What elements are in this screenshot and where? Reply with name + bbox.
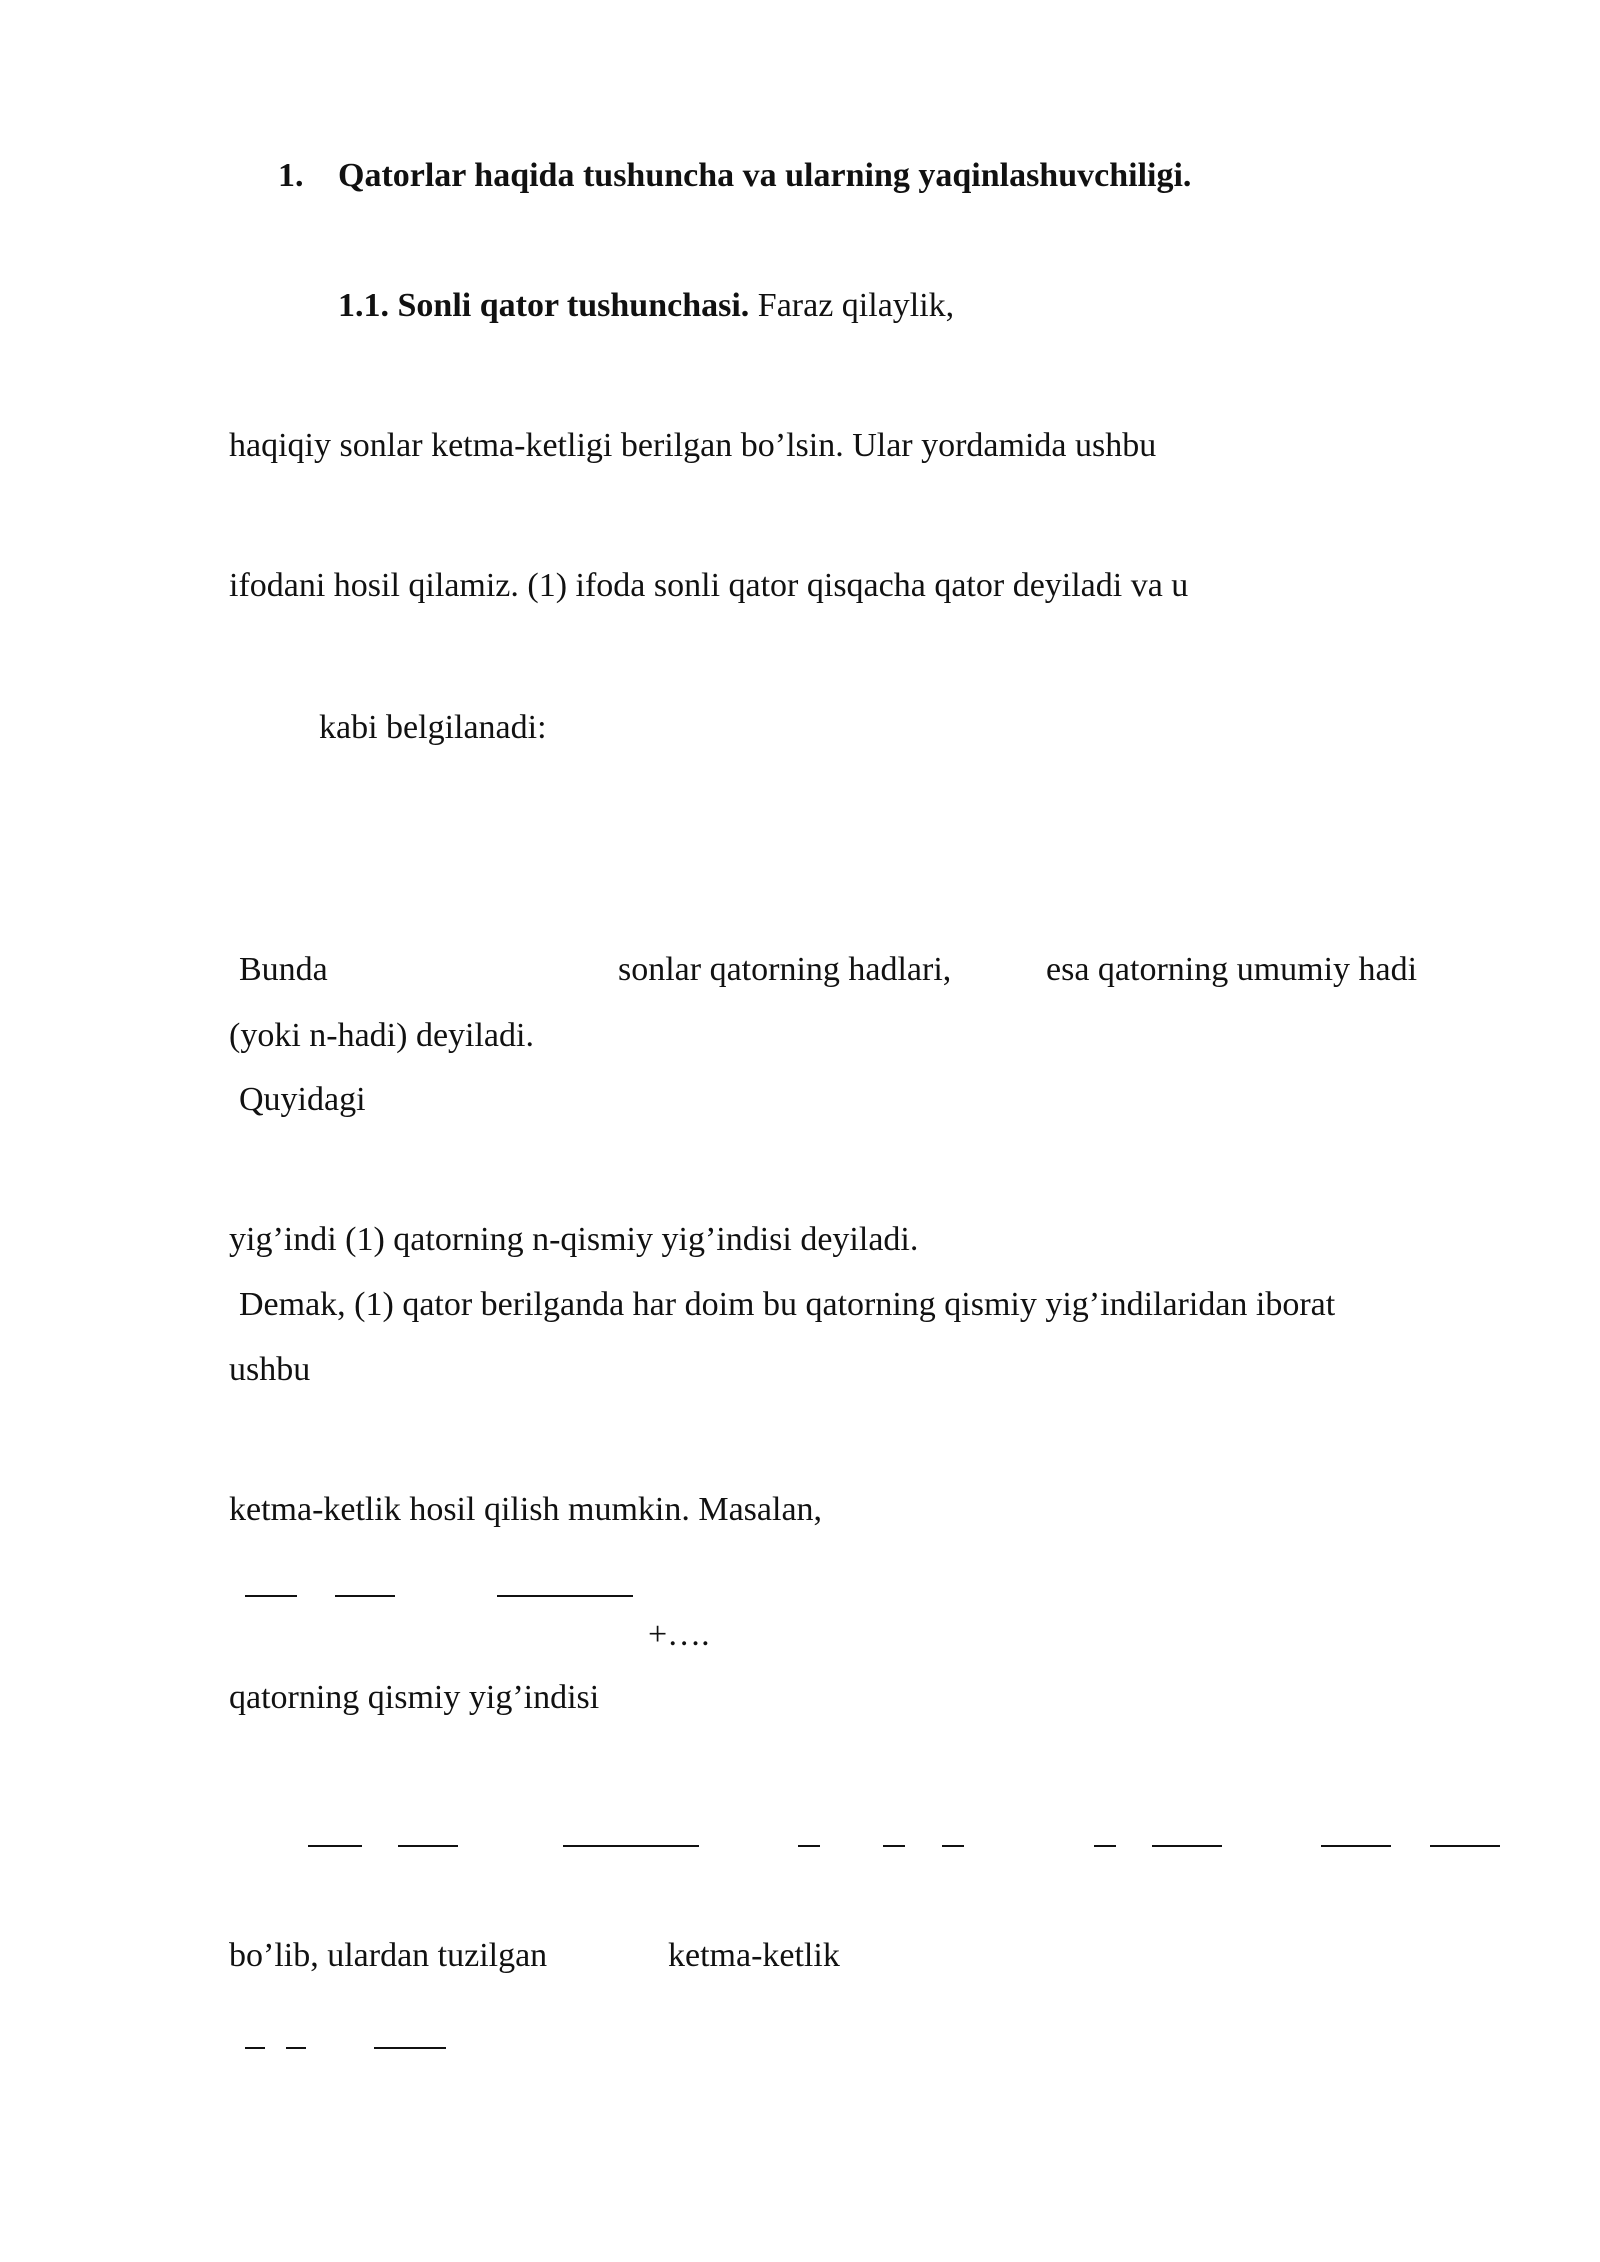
paragraph-line: qatorning qismiy yig’indisi: [229, 1679, 600, 1716]
fraction-bar: [335, 1595, 395, 1597]
paragraph-line: ketma-ketlik: [668, 1937, 840, 1974]
subheading: [338, 286, 954, 326]
paragraph-line: ushbu: [229, 1351, 311, 1388]
bunda-text: Bunda: [239, 951, 328, 988]
fraction-bar: [563, 1845, 699, 1847]
paragraph-line: ifodani hosil qilamiz. (1) ifoda sonli qator qisqacha qator deyiladi va u: [229, 567, 1189, 604]
paragraph-line: Quyidagi: [239, 1081, 366, 1118]
heading-title: Qatorlar haqida tushuncha va ularning yaqinlashuvchiligi.: [338, 157, 1192, 194]
fraction-bar: [286, 2047, 306, 2049]
fraction-bar: [1321, 1845, 1391, 1847]
fraction-bar: [798, 1845, 820, 1847]
heading-number: 1.: [278, 157, 304, 194]
subheading-rest: Faraz qilaylik,: [749, 287, 955, 324]
paragraph-line: kabi belgilanadi:: [319, 709, 547, 746]
paragraph-line: yig’indi (1) qatorning n-qismiy yig’indisi deyiladi.: [229, 1221, 919, 1258]
paragraph-line: haqiqiy sonlar ketma-ketligi berilgan bo’lsin. Ular yordamida ushbu: [229, 427, 1157, 464]
fraction-bar: [942, 1845, 964, 1847]
plus-dots: +….: [648, 1616, 710, 1653]
fraction-bar: [374, 2047, 446, 2049]
fraction-bar: [1430, 1845, 1500, 1847]
paragraph-line: Demak, (1) qator berilganda har doim bu qatorning qismiy yig’indilaridan iborat: [239, 1286, 1336, 1323]
fraction-bar: [245, 2047, 265, 2049]
paragraph-line: ketma-ketlik hosil qilish mumkin. Masalan,: [229, 1491, 823, 1528]
fraction-bar: [398, 1845, 458, 1847]
fraction-bar: [245, 1595, 297, 1597]
bunda-text: sonlar qatorning hadlari,: [618, 951, 952, 988]
subheading-label: 1.1. Sonli qator tushunchasi.: [338, 287, 750, 324]
fraction-bar: [308, 1845, 362, 1847]
fraction-bar: [883, 1845, 905, 1847]
paragraph-line: bo’lib, ulardan tuzilgan: [229, 1937, 548, 1974]
fraction-bar: [497, 1595, 633, 1597]
paragraph-line: (yoki n-hadi) deyiladi.: [229, 1017, 534, 1054]
bunda-text: esa qatorning umumiy hadi: [1046, 951, 1418, 988]
fraction-bar: [1152, 1845, 1222, 1847]
fraction-bar: [1094, 1845, 1116, 1847]
